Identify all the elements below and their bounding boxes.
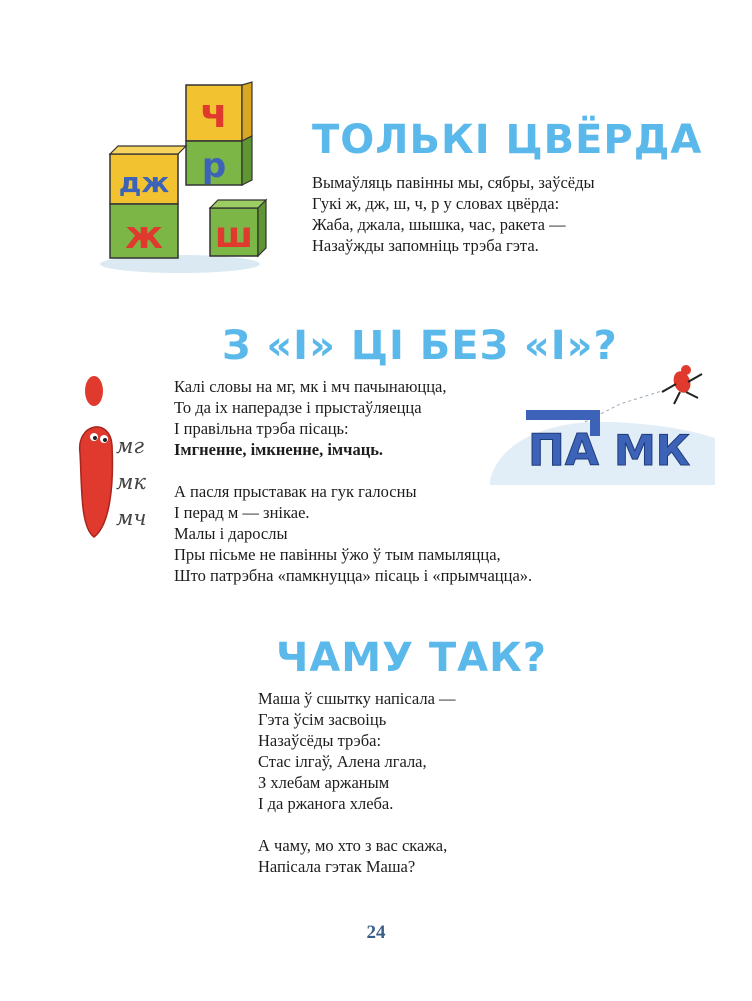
poem-line: А пасля прыставак на гук галосны xyxy=(174,482,417,501)
section-title-tolki-tsvyorda: ТОЛЬКІ ЦВЁРДА xyxy=(312,117,703,163)
cube-sh xyxy=(210,200,266,256)
poem-line: Стас ілгаў, Алена лгала, xyxy=(258,752,427,771)
poem-line: Пры пісьме не павінны ўжо ў тым памыляцца, xyxy=(174,545,501,564)
cube-dzh xyxy=(110,146,186,204)
letter-i-illustration xyxy=(70,375,160,545)
poem-tolki-tsvyorda xyxy=(312,172,595,256)
letter-group-mg: мг xyxy=(116,434,145,458)
poem-line: Напісала гэтак Маша? xyxy=(258,857,416,876)
poem-line: З хлебам аржаным xyxy=(258,773,390,792)
jumping-figure xyxy=(662,365,702,404)
poem-line: І перад м — знікае. xyxy=(174,503,310,522)
letter-i-dot xyxy=(85,376,103,406)
cube-letter-sh: ш xyxy=(214,215,254,256)
letter-group-mch: мч xyxy=(116,506,147,530)
cube-green-top xyxy=(186,136,252,186)
poem-z-i-tsi-bez-i xyxy=(174,376,532,586)
poem-line: І да ржанога хлеба. xyxy=(258,794,394,813)
poem-line: Імгненне, імкненне, імчаць. xyxy=(174,440,384,459)
letter-cubes-illustration xyxy=(100,82,270,272)
poem-line: Маша ў сшытку напісала — xyxy=(258,689,456,708)
poem-line xyxy=(258,814,456,835)
poem-line: Назаўсёды трэба: xyxy=(258,731,382,750)
cube-yellow xyxy=(186,82,252,141)
poem-line: Гэта ўсім засвоіць xyxy=(258,710,387,729)
poem-line: То да іх наперадзе і прыстаўляецца xyxy=(174,398,422,417)
poem-line: Калі словы на мг, мк і мч пачынаюцца, xyxy=(174,377,447,396)
section-title-z-i-tsi-bez-i: З «І» ЦІ БЕЗ «І»? xyxy=(222,323,618,369)
poem-line: Вымаўляць павінны мы, сябры, заўсёды xyxy=(312,173,595,192)
poem-line xyxy=(174,460,532,481)
cube-letter-ch: ч xyxy=(200,91,228,137)
sign-text-mk: МК xyxy=(614,426,691,475)
poem-line: Назаўжды запомніць трэба гэта. xyxy=(312,236,539,255)
cube-letter-r: р xyxy=(201,146,227,186)
sign-text-pa: ПА xyxy=(528,425,599,476)
letter-group-mk: мк xyxy=(116,470,146,494)
poem-line: Малы і дарослы xyxy=(174,524,288,543)
cube-letter-dzh: дж xyxy=(118,166,170,199)
poem-line: Гукі ж, дж, ш, ч, р у словах цвёрда: xyxy=(312,194,560,213)
poem-chamu-tak xyxy=(258,688,456,877)
poem-line: Што патрэбна «памкнуцца» пісаць і «прымчацца». xyxy=(174,566,533,585)
section-title-chamu-tak: ЧАМУ ТАК? xyxy=(276,635,547,681)
poem-line: Жаба, джала, шышка, час, ракета — xyxy=(312,215,566,234)
cube-zh xyxy=(110,204,178,258)
poem-line: А чаму, мо хто з вас скажа, xyxy=(258,836,448,855)
cube-letter-zh: ж xyxy=(125,213,163,257)
page-number: 24 xyxy=(366,922,386,943)
pamk-illustration xyxy=(490,360,715,485)
poem-line: І правільна трэба пісаць: xyxy=(174,419,349,438)
letter-i-body xyxy=(80,427,113,537)
